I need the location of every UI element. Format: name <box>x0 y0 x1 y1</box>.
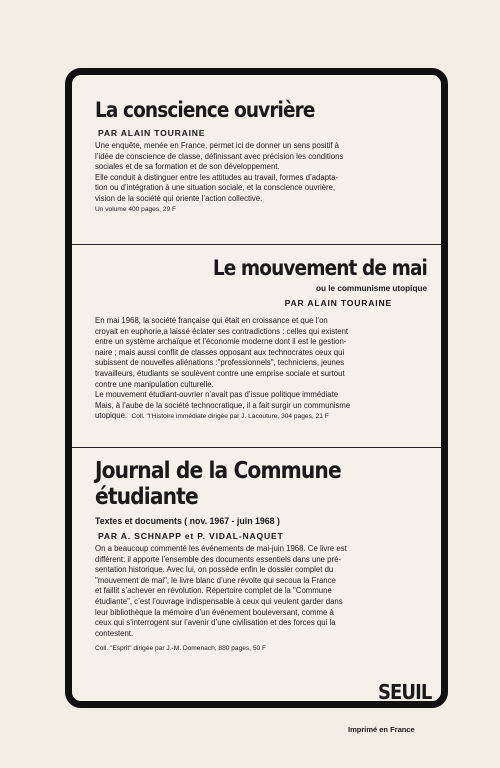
description-line: étudiante", c’est l’ouvrage indispensable à ceux qui veulent garder dans <box>95 596 343 606</box>
description-line: sentation historique. Avec lui, on possède enfin le dossier complet du <box>95 565 334 575</box>
book-byline: PAR A. SCHNAPP et P. VIDAL-NAQUET <box>98 531 284 541</box>
description-line: Mais, à l’aube de la société technocratique, il a fait surgir un communisme <box>95 400 351 410</box>
description-line <box>95 411 427 423</box>
description-line: "mouvement de mai", le livre blanc d’une révolte qui secoua la France <box>95 575 336 585</box>
catalog-frame <box>65 68 448 708</box>
description-line: sociales et de sa formation et de son développement. <box>95 162 280 172</box>
book-title: Le mouvement de mai <box>212 256 427 280</box>
description-line-text: utopique. <box>95 411 128 421</box>
description-line: différent: il apporte l’ensemble des documents essentiels dans une pré- <box>95 554 342 564</box>
book-subtitle: ou le communisme utopique <box>316 284 427 293</box>
description-line: contre une manipulation culturelle. <box>95 379 214 389</box>
book-subtitle: Textes et documents ( nov. 1967 - juin 1968 ) <box>95 516 280 526</box>
description-line: tion ou d’intégration à une situation sociale, et la conscience ouvrière, <box>95 183 336 193</box>
description-line: et faillit s’achever en révolution. Répertoire complet de la "Commune <box>95 586 332 596</box>
description-line: entre un système archaïque et l’économie moderne dont il est le gestion- <box>95 337 347 347</box>
book-section-conscience-ouvriere <box>72 75 441 244</box>
description-line: l’idée de conscience de classe, définissant avec précision les conditions <box>95 151 344 161</box>
book-section-journal-commune <box>72 447 441 708</box>
description-line: leur bibliothèque la mémoire d’un événement bouleversant, comme à <box>95 607 334 617</box>
description-line: croyait en euphorie,a laissé éclater ses contradictions : celles qui existent <box>95 326 349 336</box>
book-byline: PAR ALAIN TOURAINE <box>284 298 392 308</box>
description-line: Elle conduit à distinguer entre les attitudes au travail, formes d’adapta- <box>95 172 339 182</box>
description-line: contestent. <box>95 628 134 638</box>
description-line: Une enquête, menée en France, permet ici de donner un sens positif à <box>95 141 340 150</box>
description-line: subissent de nouvelles aliénations :"professionnels", techniciens, jeunes <box>95 358 345 368</box>
publisher-logo: SEUIL <box>377 680 431 704</box>
book-description <box>95 141 427 205</box>
book-section-mouvement-de-mai <box>72 244 441 447</box>
description-line: vision de la société qui oriente l’action collective. <box>95 193 263 203</box>
book-description <box>95 544 427 639</box>
book-meta: Un volume 400 pages, 29 F <box>95 205 177 213</box>
description-line: ceux qui s’interrogent sur l’avenir d’une civilisation et des forces qui la <box>95 618 336 628</box>
description-line: En mai 1968, la société française qui était en croissance et que l’on <box>95 316 328 325</box>
printed-in-france-note: Imprimé en France <box>348 725 415 734</box>
description-line: naire ; mais aussi conflit de classes opposant aux technocrates ceux qui <box>95 347 345 357</box>
description-line: travailleurs, étudiants se soulèvent contre une emprise sociale et surtout <box>95 368 345 378</box>
book-description <box>95 316 427 423</box>
description-line: Le mouvement étudiant-ouvrier n’avait pas d’issue politique immédiate <box>95 390 339 400</box>
book-meta: Coll. "l’Histoire immédiate dirigée par J. Lacouture, 304 pages, 21 F <box>131 413 329 421</box>
book-meta: Coll. "Esprit" dirigée par J.-M. Domenach, 880 pages, 50 F <box>95 645 267 653</box>
book-title-line1: Journal de la Commune <box>95 458 341 484</box>
description-line: On a beaucoup commenté les événements de mai-juin 1968. Ce livre est <box>95 544 347 553</box>
book-byline: PAR ALAIN TOURAINE <box>98 128 206 138</box>
book-title: La conscience ouvrière <box>95 98 315 122</box>
book-title-line2: étudiante <box>95 484 198 510</box>
